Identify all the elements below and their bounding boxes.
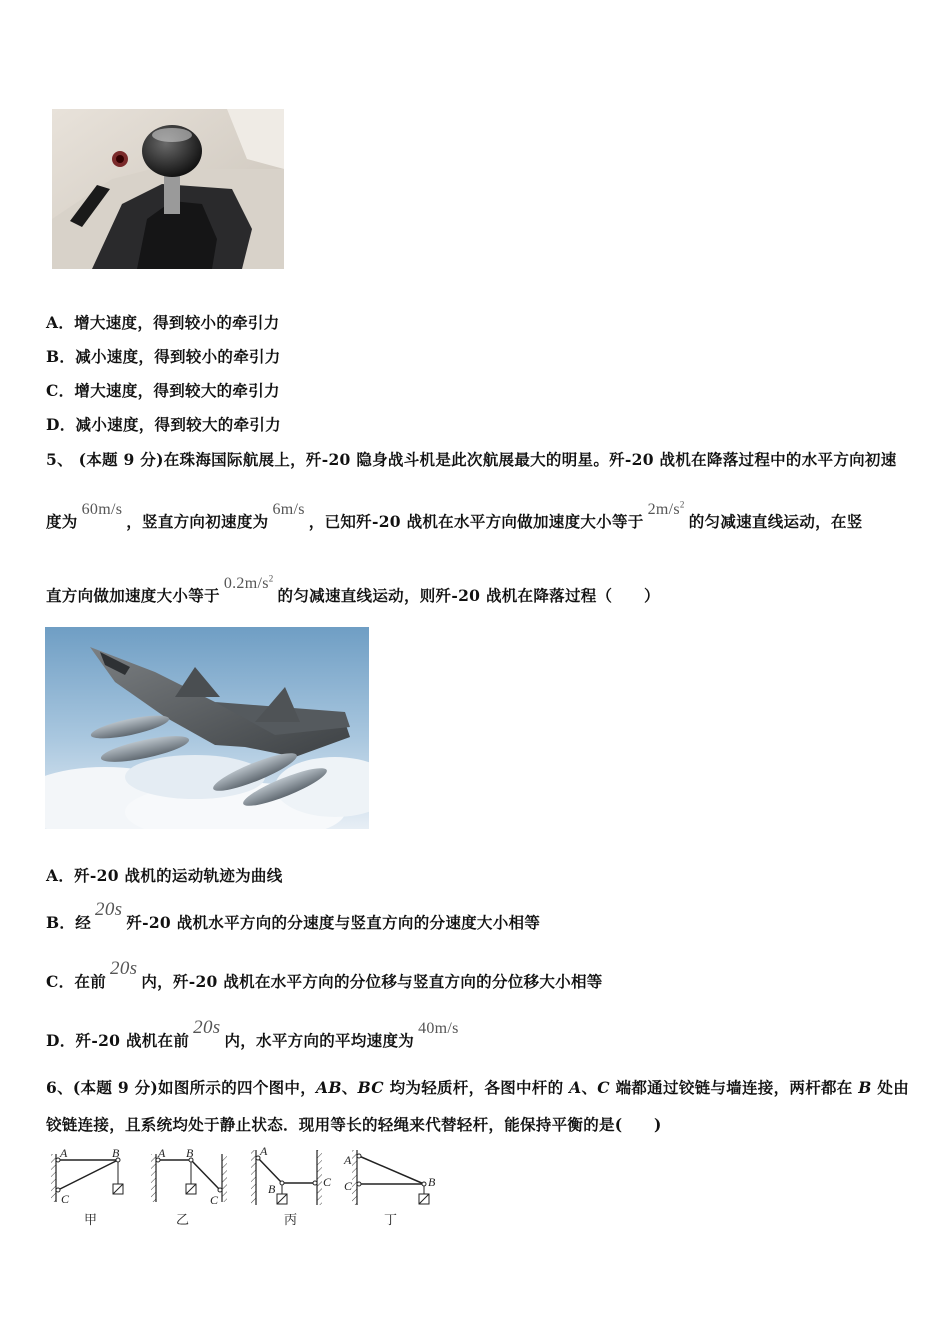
q4-option-a: A．增大速度，得到较小的牵引力	[46, 313, 280, 332]
caption-jia: 甲	[84, 1213, 98, 1228]
label-c: C	[61, 1192, 70, 1206]
q5-stem-line3	[46, 573, 660, 606]
q6-diagrams	[46, 1146, 446, 1231]
label-a: A	[158, 1146, 166, 1160]
label-a: A	[260, 1146, 268, 1158]
caption-bing: 丙	[284, 1213, 298, 1228]
q5-option-b-time: 20s	[95, 899, 123, 920]
label-b: B	[186, 1146, 194, 1160]
q5-option-c-text: 内，歼-20 战机在水平方向的分位移与竖直方向的分位移大小相等	[141, 972, 603, 991]
q5-stem-line2	[46, 499, 863, 532]
q6-text: 处由	[871, 1078, 909, 1097]
q5-option-b-label: B．经	[46, 913, 92, 932]
q6-point-c: C	[597, 1078, 610, 1097]
label-a: A	[60, 1146, 68, 1160]
q6-text: 6、(本题 9 分)如图所示的四个图中，	[46, 1078, 317, 1097]
label-c: C	[344, 1179, 353, 1193]
q5-ay-value: 0.2m/s	[223, 575, 269, 592]
diagram-ding	[343, 1150, 436, 1205]
label-a: A	[344, 1153, 352, 1167]
q5-option-c-time: 20s	[110, 958, 138, 979]
q6-stem-line2: 铰链连接，且系统均处于静止状态．现用等长的轻绳来代替轻杆，能保持平衡的是( )	[46, 1115, 662, 1134]
label-c: C	[323, 1175, 332, 1189]
q6-text: 端都通过铰链与墙连接，两杆都在	[609, 1078, 859, 1097]
q5-text: 度为	[46, 512, 78, 531]
q5-option-c	[46, 958, 603, 993]
q6-rod-bc: BC	[357, 1078, 384, 1097]
q6-point-b: B	[858, 1078, 872, 1097]
q5-option-b-text: 歼-20 战机水平方向的分速度与竖直方向的分速度大小相等	[126, 913, 541, 932]
q6-text: 、	[341, 1078, 358, 1097]
q5-option-d-velocity: 40m/s	[418, 1020, 459, 1037]
q5-text: ，竖直方向初速度为	[126, 512, 269, 531]
q5-text: 的匀减速直线运动，在竖	[688, 512, 863, 531]
q5-option-d-label: D．歼-20 战机在前	[46, 1031, 190, 1050]
q4-option-c: C．增大速度，得到较大的牵引力	[46, 381, 280, 400]
q6-text: 、	[581, 1078, 598, 1097]
diagram-jia	[51, 1146, 123, 1206]
q5-stem-line1: 5、 (本题 9 分)在珠海国际航展上，歼-20 隐身战斗机是此次航展最大的明星。歼-20 战机在降落过程中的水平方向初速	[46, 450, 897, 469]
q4-option-d: D．减小速度，得到较大的牵引力	[46, 415, 281, 434]
q5-option-d-time: 20s	[193, 1017, 221, 1038]
label-b: B	[428, 1175, 436, 1189]
label-b: B	[268, 1182, 276, 1196]
diagram-yi	[151, 1146, 227, 1207]
q6-stem-line1	[46, 1076, 909, 1098]
q5-option-d	[46, 1017, 463, 1052]
q5-option-a: A．歼-20 战机的运动轨迹为曲线	[46, 866, 283, 885]
q5-ax	[648, 501, 685, 518]
q5-text: 直方向做加速度大小等于	[46, 586, 220, 605]
label-c: C	[210, 1193, 219, 1207]
diagram-bing	[251, 1146, 332, 1205]
q5-text: ，已知歼-20 战机在水平方向做加速度大小等于	[308, 512, 644, 531]
caption-yi: 乙	[176, 1213, 190, 1228]
q6-rod-ab: AB	[316, 1078, 342, 1097]
q6-text: 均为轻质杆，各图中杆的	[383, 1078, 570, 1097]
q5-v0x: 60m/s	[81, 501, 123, 518]
q5-option-c-label: C．在前	[46, 972, 107, 991]
label-b: B	[112, 1146, 120, 1160]
q5-text: 的匀减速直线运动，则歼-20 战机在降落过程（ ）	[277, 586, 660, 605]
gear-shifter-photo	[52, 109, 284, 269]
caption-ding: 丁	[384, 1213, 398, 1228]
fighter-jet-photo	[45, 627, 369, 829]
q6-point-a: A	[569, 1078, 582, 1097]
q5-option-b	[46, 899, 541, 934]
q5-option-d-text: 内，水平方向的平均速度为	[224, 1031, 415, 1050]
q5-ax-exp: 2	[679, 499, 685, 510]
q5-v0y: 6m/s	[272, 501, 305, 518]
q5-ay-exp: 2	[268, 573, 274, 584]
q5-ax-value: 2m/s	[647, 501, 680, 518]
q4-option-b: B．减小速度，得到较小的牵引力	[46, 347, 281, 366]
q5-ay	[224, 575, 274, 592]
